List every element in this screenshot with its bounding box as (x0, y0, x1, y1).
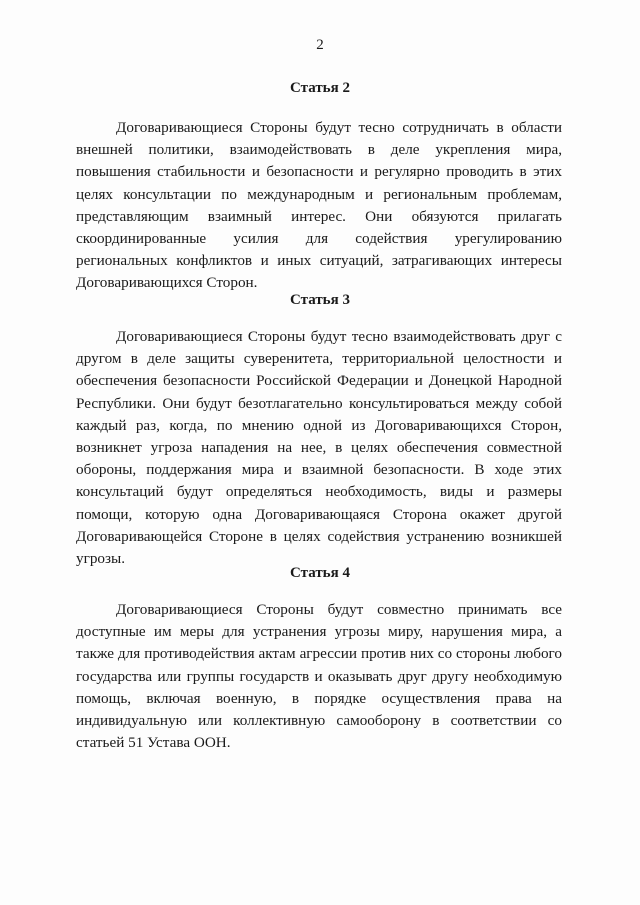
article-3-heading: Статья 3 (290, 292, 350, 308)
article-2-heading: Статья 2 (290, 80, 350, 96)
article-3-text: Договаривающиеся Стороны будут тесно взаимодействовать друг с другом в деле защиты суверенитета, территориальной целостности и обеспечения безопасности Российской Федерации и Донецкой Народной Республики. Они будут безотлагательно консультироваться между собой каждый раз, когда, по мнению одной из Договаривающихся Сторон, возникнет угроза нападения на нее, в целях обеспечения совместной обороны, поддержания мира и взаимной безопасности. В ходе этих консультаций будут определяться необходимость, виды и размеры помощи, которую одна Договаривающаяся Сторона окажет другой Договаривающейся Стороне в целях содействия устранению возникшей угрозы. (76, 328, 562, 568)
page-number: 2 (316, 37, 324, 53)
article-4-text: Договаривающиеся Стороны будут совместно принимать все доступные им меры для устранения угрозы миру, нарушения мира, а также для противодействия актам агрессии против них со стороны любого государства или группы государств и оказывать друг другу необходимую помощь, включая военную, в порядке осуществления права на индивидуальную или коллективную самооборону в соответствии со статьей 51 Устава ООН. (76, 601, 562, 752)
article-2-text: Договаривающиеся Стороны будут тесно сотрудничать в области внешней политики, взаимодействовать в деле укрепления мира, повышения стабильности и безопасности и регулярно проводить в этих целях консультации по международным и региональным проблемам, представляющим взаимный интерес. Они обязуются прилагать скоординированные усилия для содействия урегулированию региональных конфликтов и иных ситуаций, затрагивающих интересы Договаривающихся Сторон. (76, 119, 562, 292)
article-4-heading: Статья 4 (290, 565, 350, 581)
